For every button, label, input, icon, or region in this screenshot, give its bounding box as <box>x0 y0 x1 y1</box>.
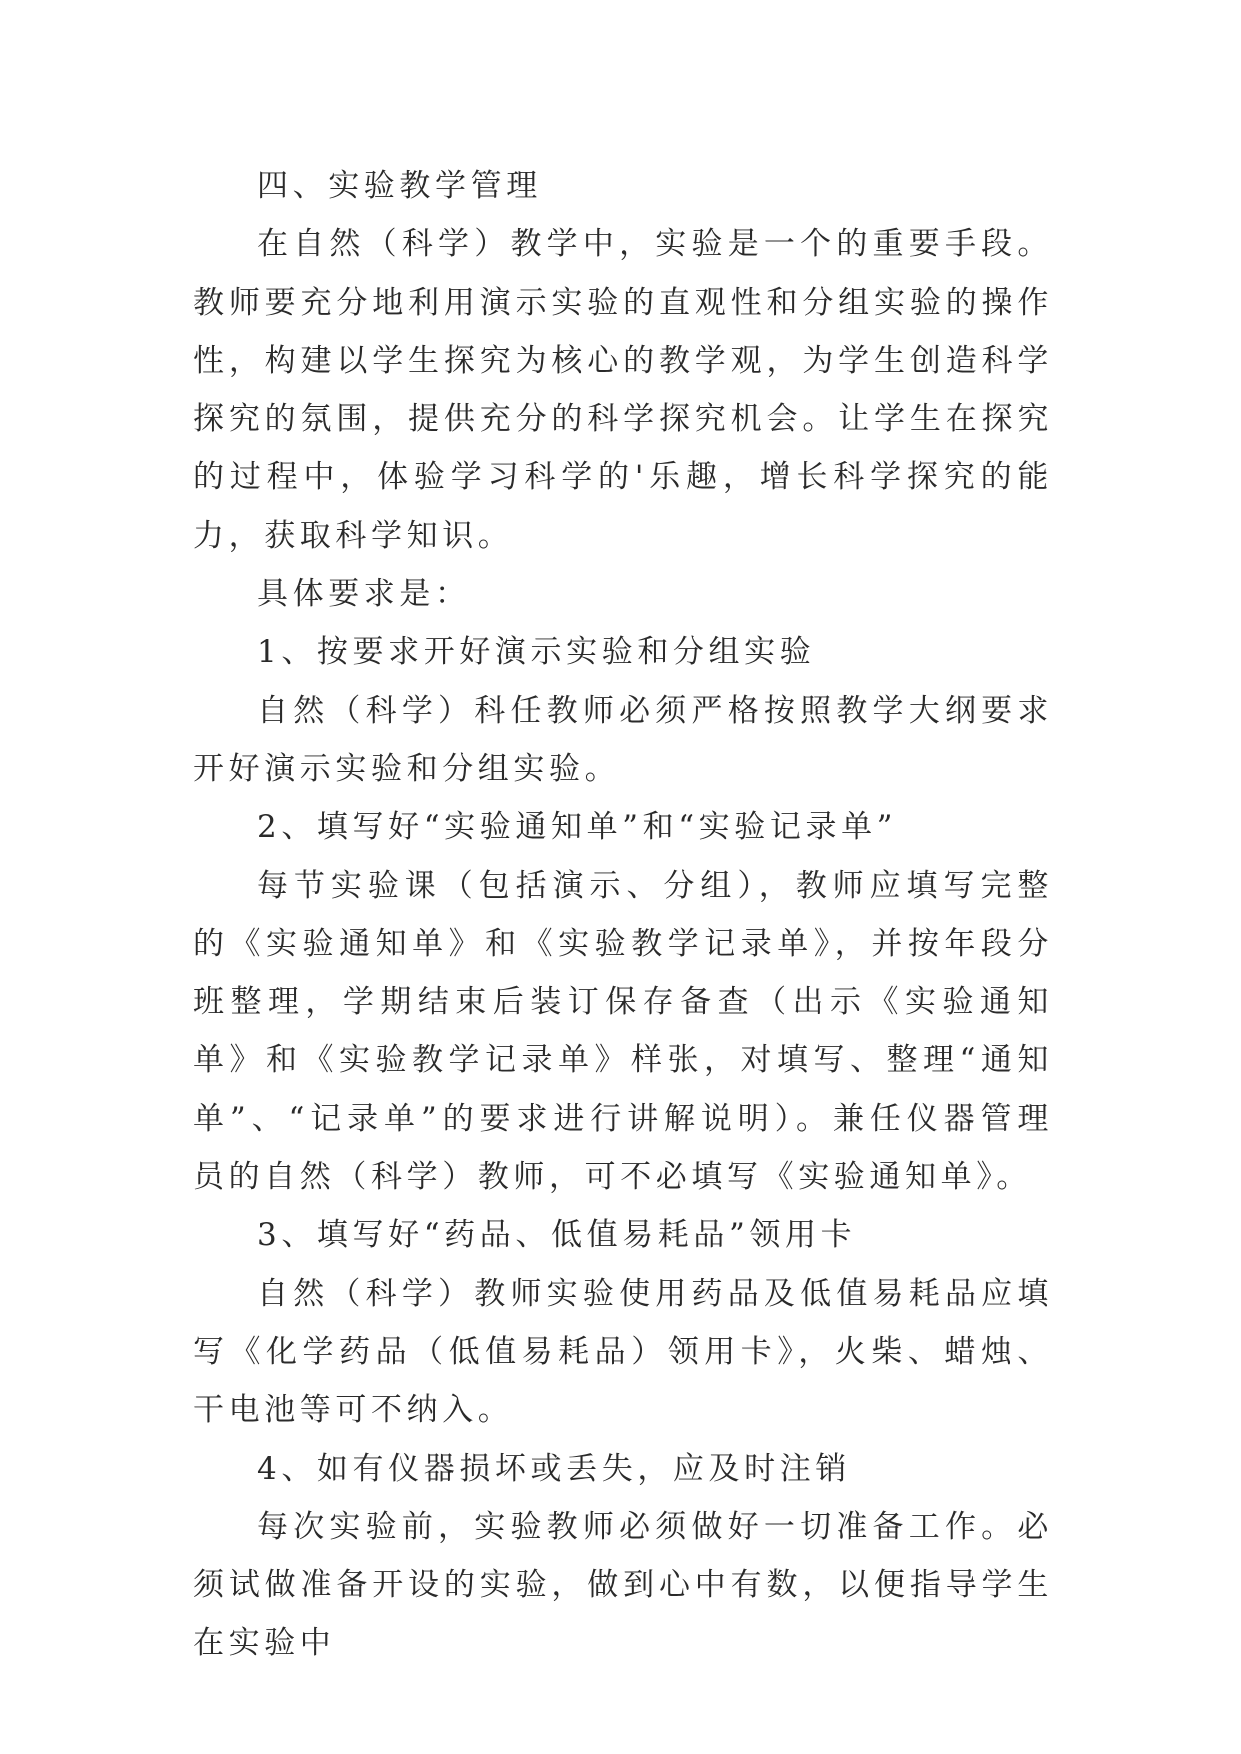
item-1-paragraph: 自然（科学）科任教师必须严格按照教学大纲要求开好演示实验和分组实验。 <box>193 692 1053 787</box>
section-heading: 四、实验教学管理 <box>257 168 542 204</box>
requirements-heading: 具体要求是： <box>257 576 471 613</box>
item-1-heading: 1、按要求开好演示实验和分组实验 <box>257 634 816 671</box>
item-3-heading: 3、填写好“药品、低值易耗品”领用卡 <box>257 1217 857 1254</box>
document-body <box>193 157 1053 1673</box>
item-3-paragraph: 自然（科学）教师实验使用药品及低值易耗品应填写《化学药品（低值易耗品）领用卡》，火柴、蜡烛、干电池等可不纳入。 <box>193 1275 1053 1429</box>
item-4-heading: 4、如有仪器损坏或丢失，应及时注销 <box>257 1450 851 1487</box>
item-2-heading: 2、填写好“实验通知单”和“实验记录单” <box>257 809 898 846</box>
item-4-paragraph: 每次实验前，实验教师必须做好一切准备工作。必须试做准备开设的实验，做到心中有数，以便指导学生在实验中 <box>193 1508 1053 1662</box>
item-2-paragraph: 每节实验课（包括演示、分组），教师应填写完整的《实验通知单》和《实验教学记录单》，并按年段分班整理，学期结束后装订保存备查（出示《实验通知单》和《实验教学记录单》样张，对填写、整理“通知单”、“记录单”的要求进行讲解说明）。兼任仪器管理员的自然（科学）教师，可不必填写《实验通知单》。 <box>193 867 1053 1196</box>
intro-paragraph: 在自然（科学）教学中，实验是一个的重要手段。教师要充分地利用演示实验的直观性和分组实验的操作性，构建以学生探究为核心的教学观，为学生创造科学探究的氛围，提供充分的科学探究机会。让学生在探究的过程中，体验学习科学的'乐趣，增长科学探究的能力，获取科学知识。 <box>193 226 1053 554</box>
